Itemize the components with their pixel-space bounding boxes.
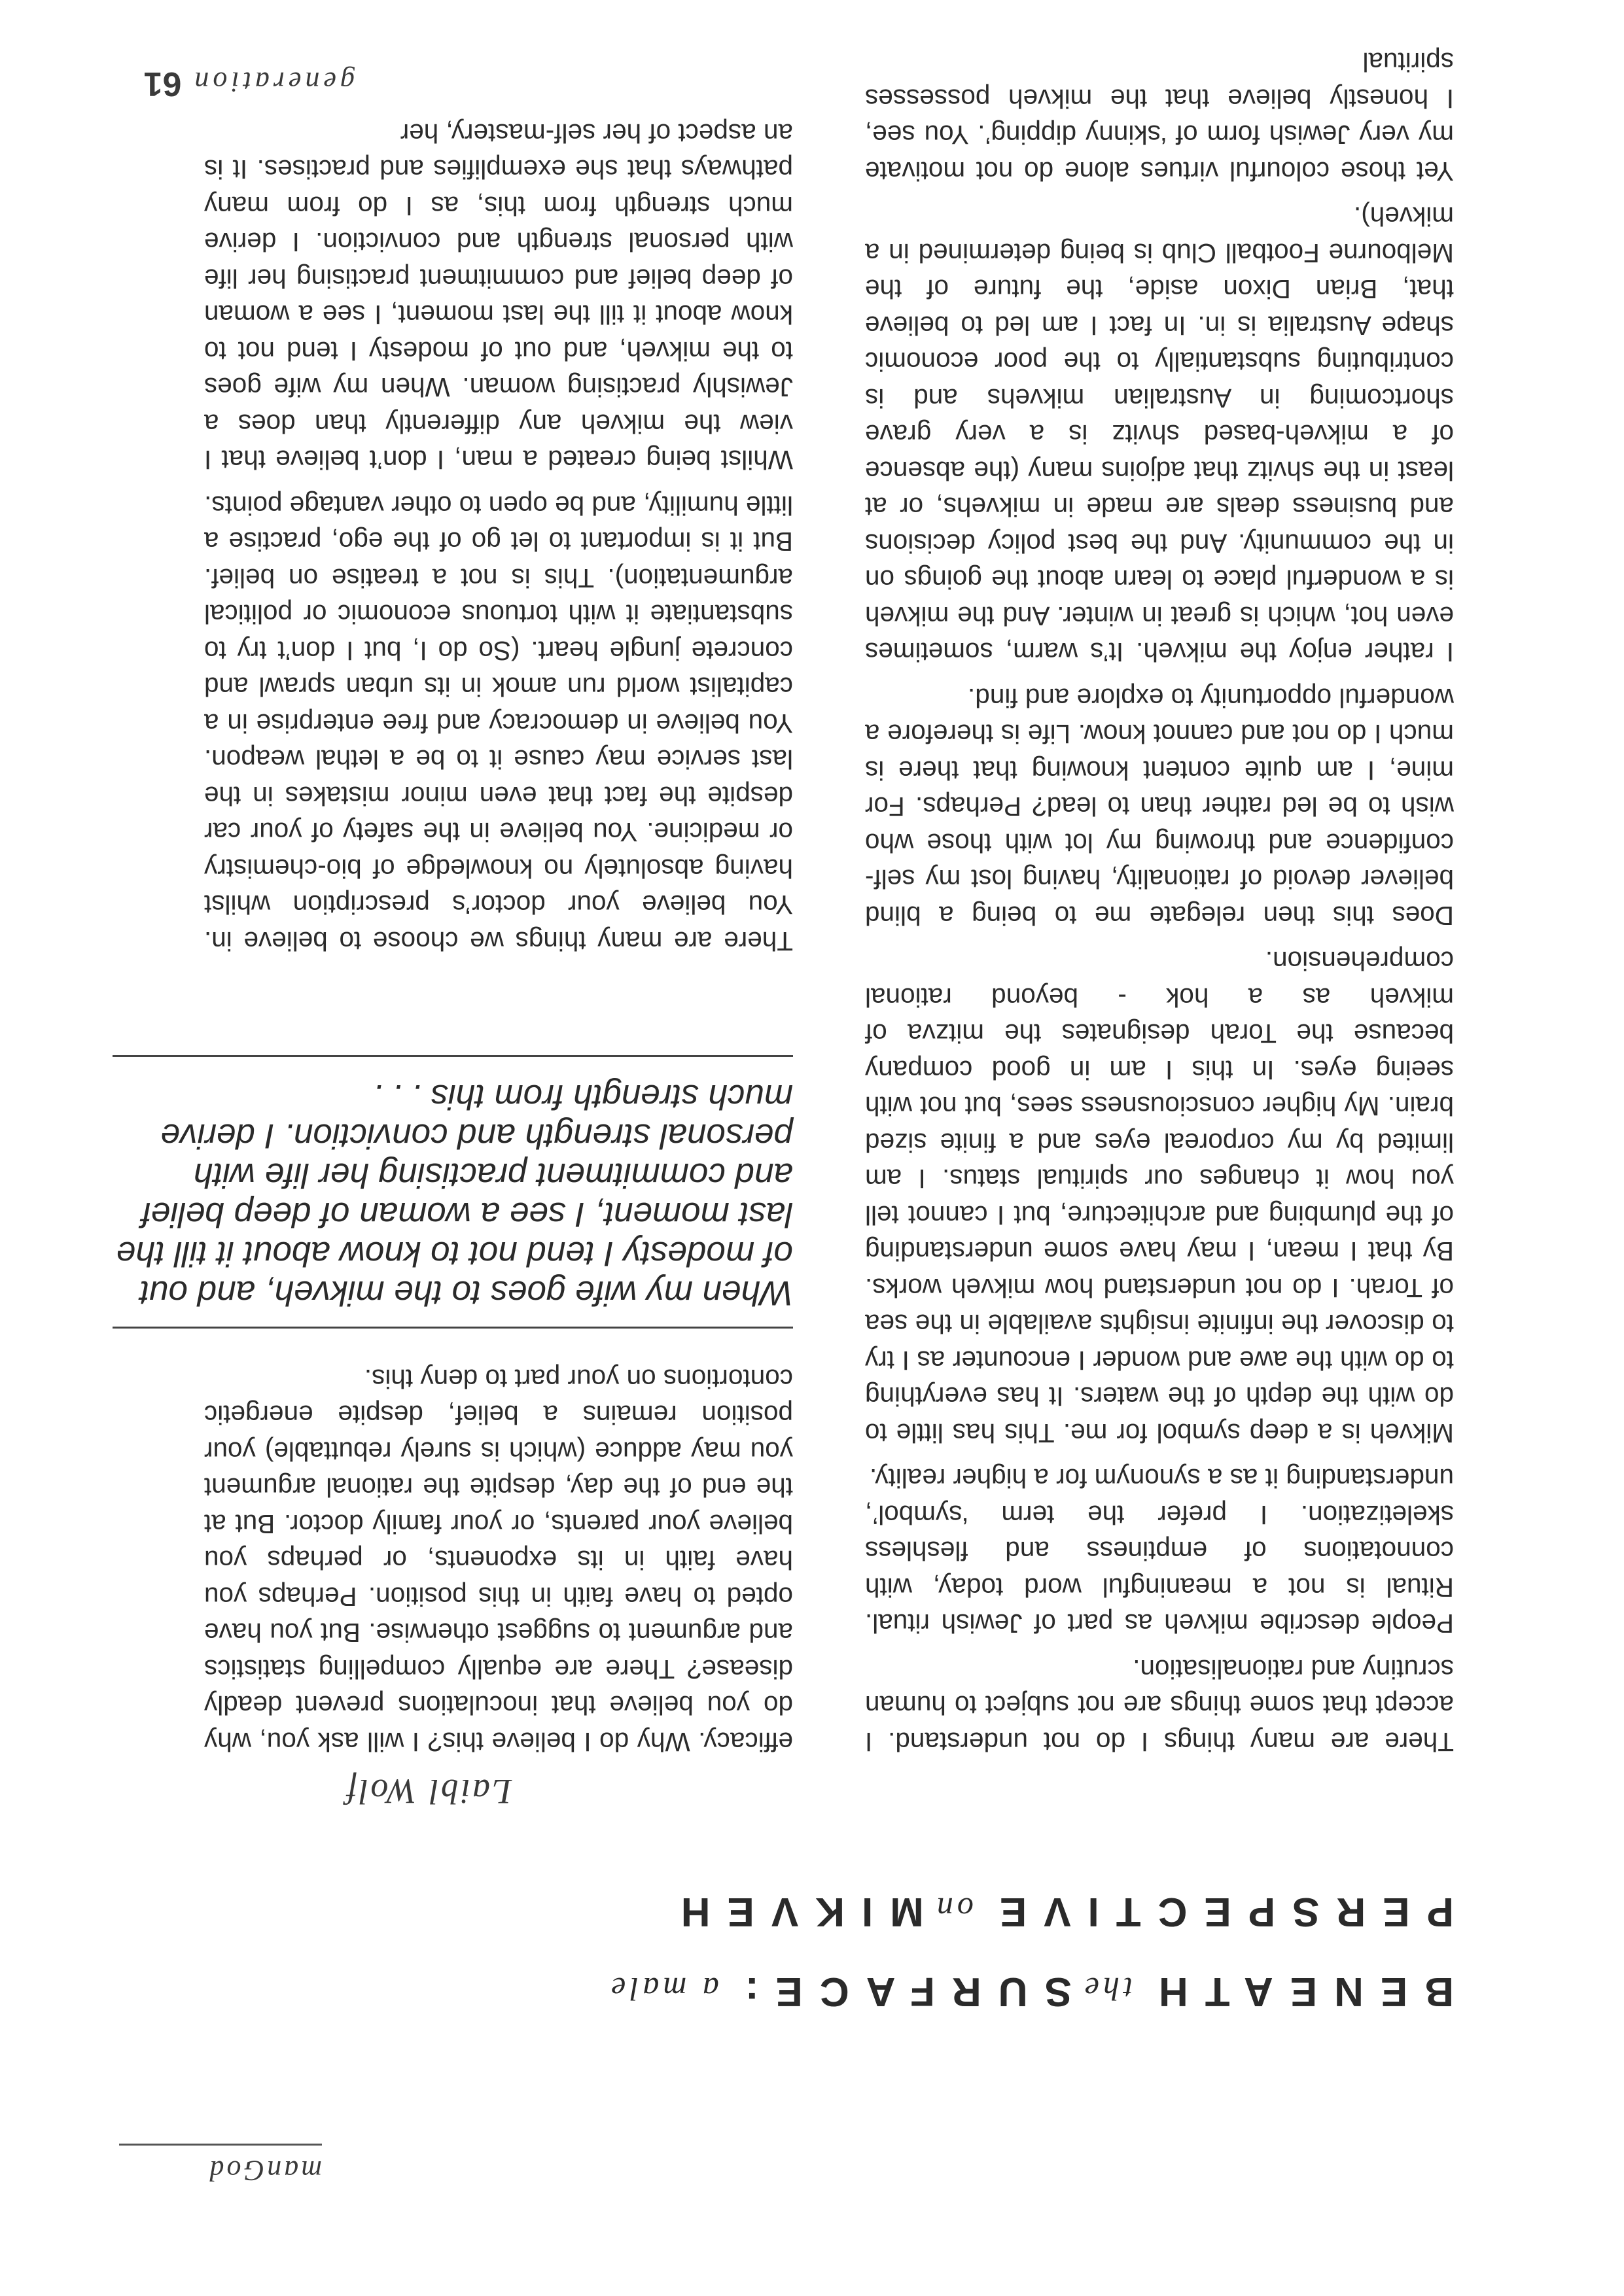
title-word-perspective: PERSPECTIVE bbox=[982, 1889, 1454, 1934]
paragraph: People describe mikveh as part of Jewish ritual. Ritual is not a meaningful word today, with connotations of emptiness and fleshless skeletization. I prefer the term ‘symbol’, understanding it as a synonym for a higher reality. bbox=[865, 1463, 1454, 1639]
page-footer bbox=[144, 64, 355, 103]
body-column-left bbox=[865, 44, 1454, 1760]
section-name: generation bbox=[190, 66, 355, 98]
author-byline: Laibl Wolf bbox=[345, 1772, 512, 1811]
title-word-surface: SURFACE: bbox=[728, 1969, 1072, 2014]
title-word-beneath: BENEATH bbox=[1141, 1969, 1454, 2014]
paragraph: I rather enjoy the mikveh. It’s warm, sometimes even hot, which is great in winter. And the mikveh is a wonderful place to learn about the goings on in the community. And the best policy decisions and business deals are made in mikvehs, or at least in the shvitz that adjoins many (the absence of a mikveh-based shvitz is a very grave shortcoming in Australian mikvehs and is contributing substantially to the poor economic shape Australia is in. In fact I am led to believe that, Brian Dixon aside, the future of the Melbourne Football Club is being determined in a mikveh). bbox=[865, 201, 1454, 668]
magazine-name: manGod bbox=[207, 2155, 322, 2187]
pull-quote: When my wife goes to the mikveh, and out of modesty I tend not to know about it till the last moment, I see a woman of deep belief and commitment practising her life with personal strength and conviction. I derive much strength from this . . . bbox=[113, 1055, 793, 1329]
title-word-mikveh: MIKVEH bbox=[663, 1889, 924, 1934]
article-title-line-1 bbox=[598, 1968, 1454, 2015]
paragraph: There are many things we choose to believe in. You believe your doctor’s prescription whilst having absolutely no knowledge of bio-chemistry or medicine. You believe in the safety of your car despite the fact that even minor mistakes in the last service may cause it to be a lethal weapon. You believe in democracy and free enterprise in a capitalist world run amok in its urban sprawl and concrete jungle heart. (So do I, but I don’t try to substantiate it with tortuous economic or political argumentation). This is not a treatise on belief. But it is important to let go of the ego, practise a little humility, and be open to other vantage points. bbox=[204, 491, 793, 956]
title-word-a-male: a male bbox=[607, 1971, 719, 2008]
paragraph: Yet those colourful virtues alone do not motivate my very Jewish form of ‘skinny dipping’. You see, I honestly believe that the mikveh possesses spiritual bbox=[865, 47, 1454, 186]
paragraph: Does this then relegate me to being a blind believer devoid of rationality, having lost my self-confidence and throwing my lot with those who wish to be led rather than to lead? Perhaps. For mine, I am quite content knowing that there is much I do not and cannot know. Life is therefore a wonderful opportunity to explore and find. bbox=[865, 683, 1454, 931]
article-title-line-2 bbox=[664, 1888, 1454, 1935]
paragraph: Whilst being created a man, I don’t believe that I view the mikveh any differently than does a Jewishly practising woman. When my wife goes to the mikveh, and out of modesty I tend not to know about it till the last moment, I see a woman of deep belief and commitment practising her life with personal strength and conviction. I derive much strength from this, as I do from many pathways that she exemplifies and practises. It is an aspect of her self-mastery, her bbox=[204, 118, 793, 476]
page-number: 61 bbox=[143, 65, 182, 103]
header-rule bbox=[119, 2144, 322, 2146]
paragraph: There are many things I do not understand. I accept that some things are not subject to human scrutiny and rationalisation. bbox=[865, 1654, 1454, 1757]
body-column-right-top bbox=[204, 1361, 793, 1760]
title-word-the: the bbox=[1080, 1971, 1133, 2008]
body-column-right-bottom bbox=[204, 115, 793, 960]
title-word-on: on bbox=[932, 1891, 974, 1928]
paragraph: efficacy. Why do I believe this? I will ask you, why do you believe that inoculations prevent deadly disease? There are equally compelling statistics and argument to suggest otherwise. But you have opted to have faith in this position. Perhaps you have faith in its exponents, or perhaps you believe your parents, or your family doctor. But at the end of the day, despite the rational argument you may adduce (which is surely rebuttable) your position remains a belief, despite energetic contortions on your part to deny this. bbox=[204, 1364, 793, 1757]
paragraph: Mikveh is a deep symbol for me. This has little to do with the depth of the waters. It has everything to do with the awe and wonder I encounter as I try to discover the infinite insights available in the sea of Torah. I do not understand how mikveh works. By that I mean, I may have some understanding of the plumbing and architecture, but I cannot tell you how it changes our spiritual status. I am limited by my corporeal eyes and a finite sized brain. My higher consciousness sees, but not with seeing eyes. In this I am in good company because the Torah designates the mitzva of mikveh as a hok - beyond rational comprehension. bbox=[865, 946, 1454, 1448]
